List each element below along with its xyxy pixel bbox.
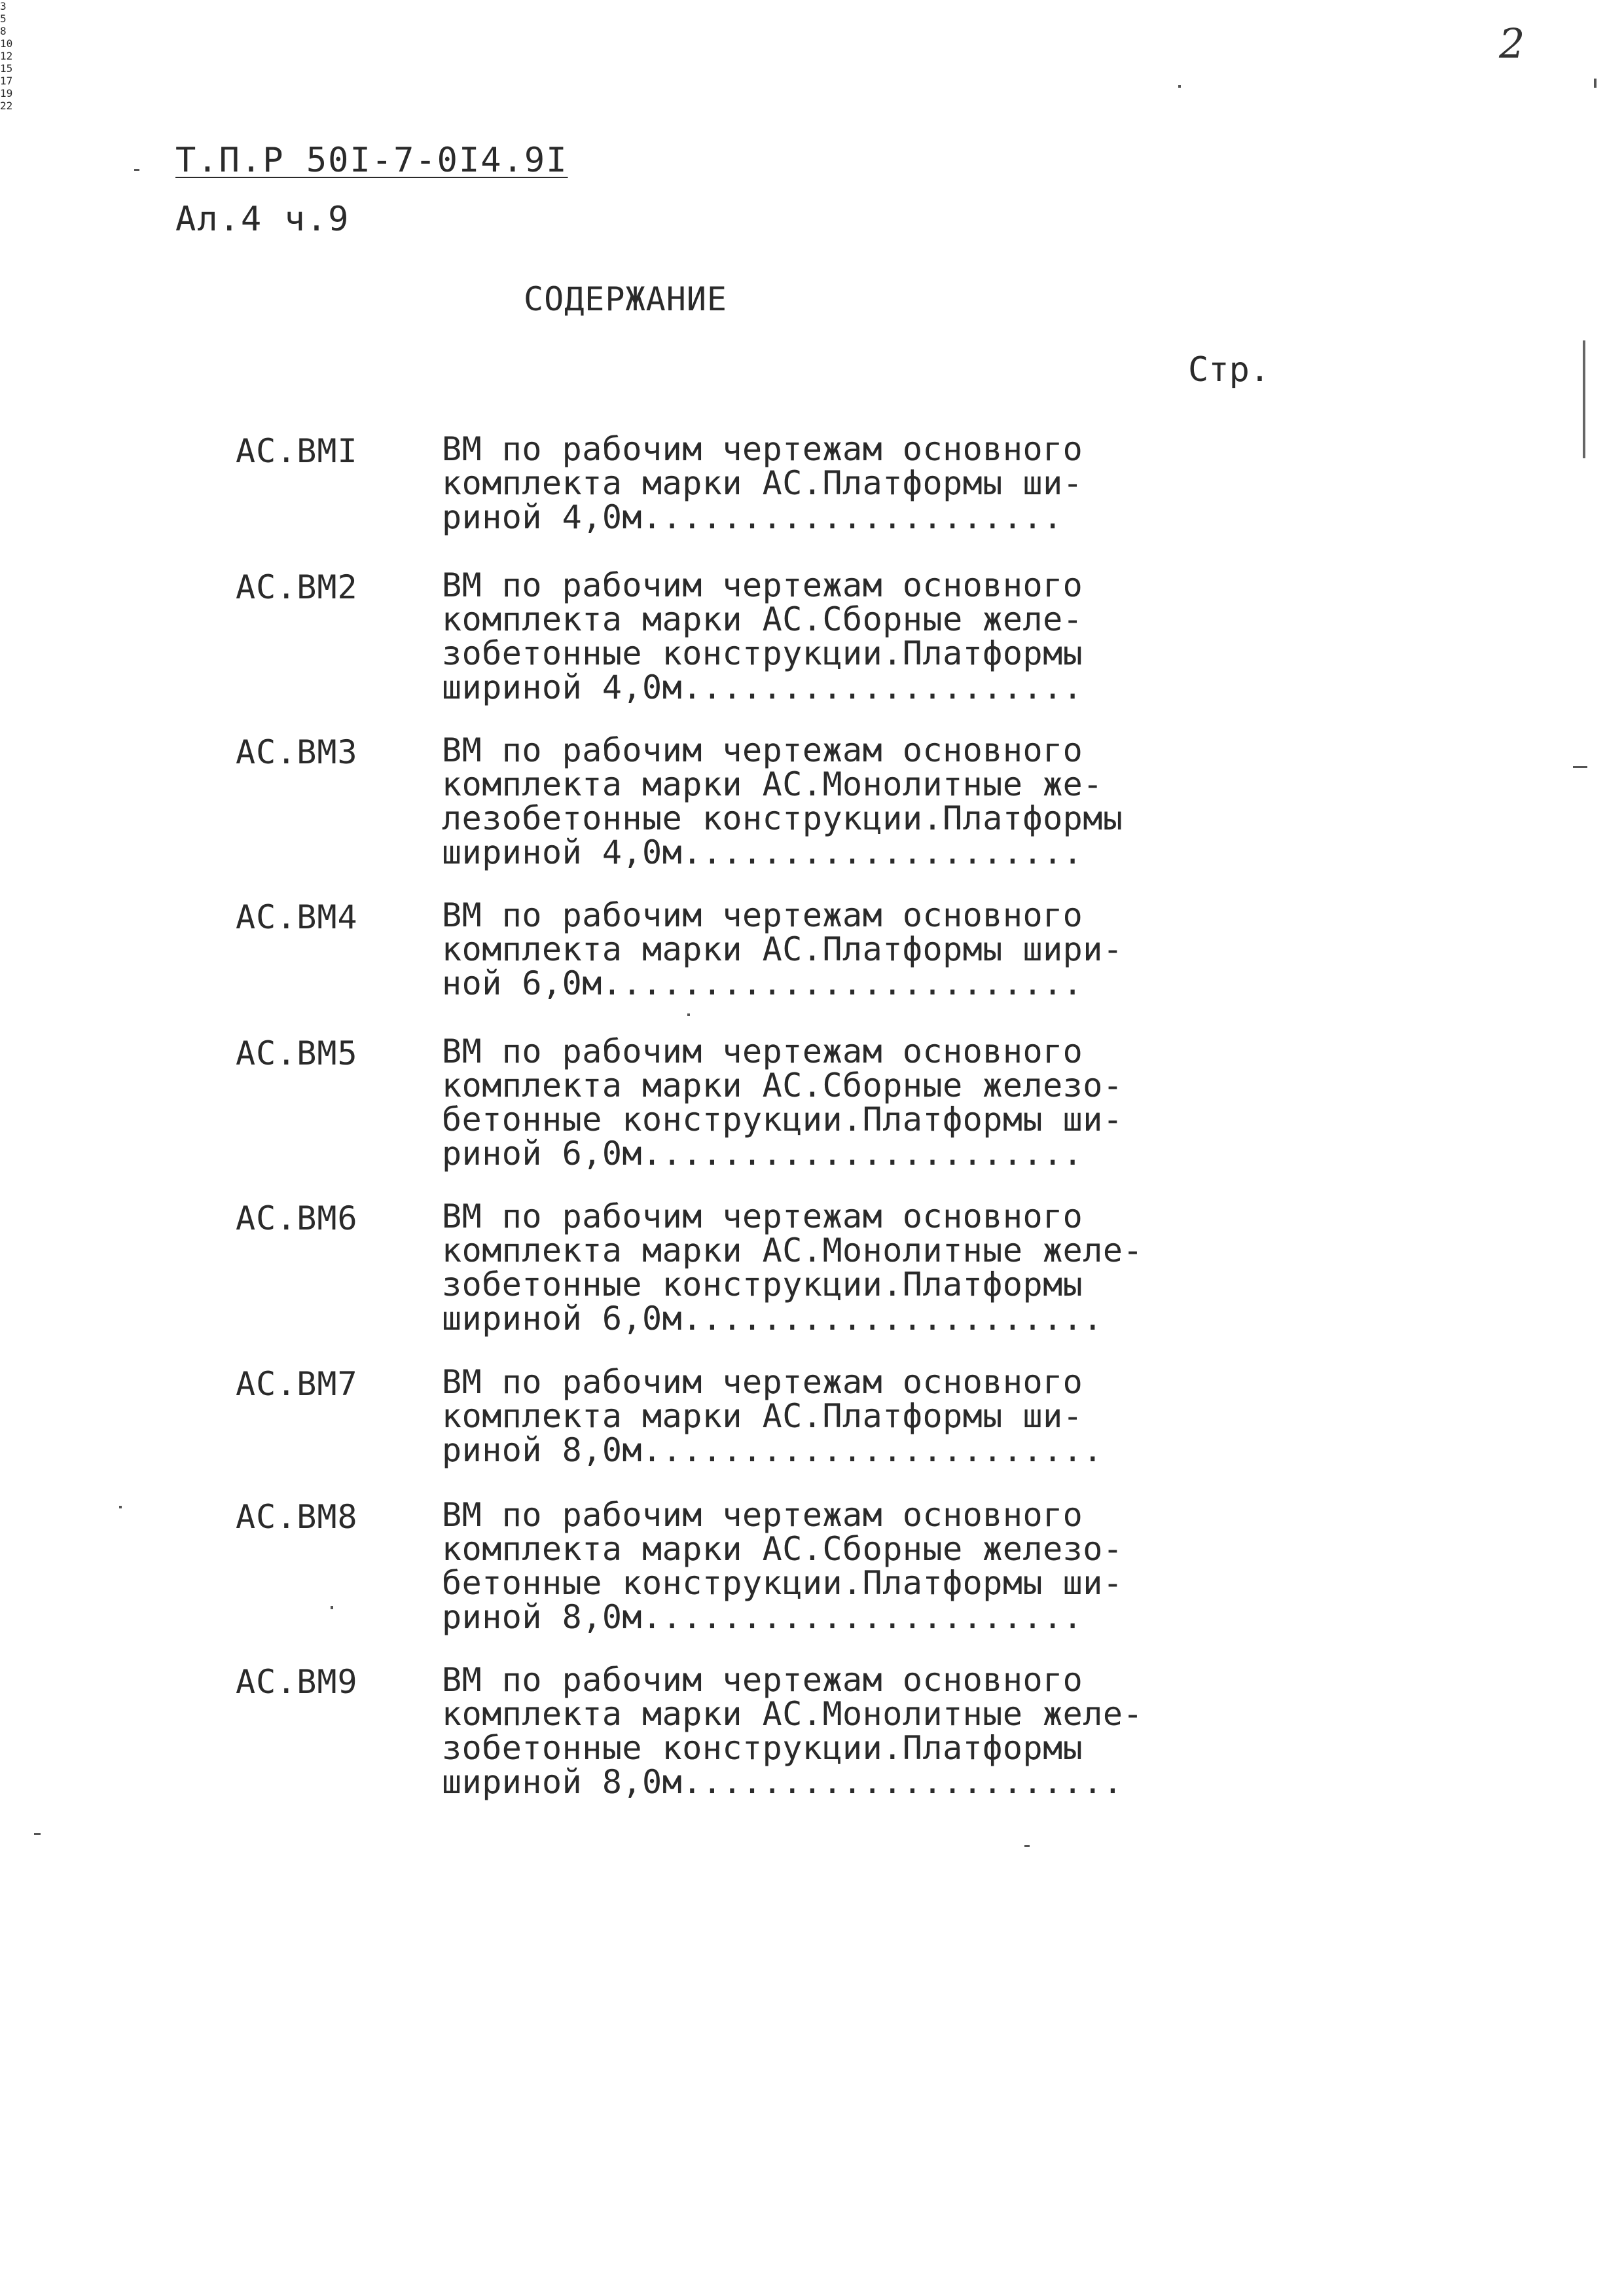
toc-entry-page-number: 22 (0, 100, 13, 112)
toc-entry-description (442, 1365, 1103, 1467)
toc-entry-line: ВМ по рабочим чертежам основного (442, 1661, 1083, 1699)
toc-entry-line: ВМ по рабочим чертежам основного (442, 1496, 1083, 1534)
scan-speck (1594, 79, 1597, 88)
scan-speck (1573, 766, 1587, 768)
toc-entry-page-number: 12 (0, 50, 13, 62)
toc-entry-line: зобетонные конструкции.Платформы (442, 1729, 1083, 1767)
toc-entry-code: АС.ВМ4 (236, 898, 358, 936)
toc-entry-line: комплекта марки АС.Платформы ши- (442, 1397, 1083, 1435)
album-part: Ал.4 ч.9 (175, 200, 350, 239)
toc-entry-page-number: 5 (0, 12, 7, 25)
toc-entry-description (442, 1663, 1143, 1799)
toc-entry-line: комплекта марки АС.Монолитные же- (442, 765, 1103, 803)
document-code: Т.П.Р 50I-7-0I4.9I (175, 141, 568, 180)
toc-entry-line: шириной 6,0м..................... (442, 1300, 1103, 1338)
toc-entry-line: ВМ по рабочим чертежам основного (442, 731, 1083, 769)
toc-entry-code: АС.ВМ9 (236, 1663, 358, 1701)
toc-entry-code: АС.ВМ8 (236, 1498, 358, 1536)
scan-speck (119, 1506, 122, 1508)
toc-entry-line: бетонные конструкции.Платформы ши- (442, 1101, 1123, 1139)
scan-speck (34, 1833, 41, 1835)
scan-speck (1583, 340, 1585, 458)
toc-entry-line: зобетонные конструкции.Платформы (442, 634, 1083, 672)
toc-entry-description (442, 1199, 1143, 1336)
toc-entry-line: лезобетонные конструкции.Платформы (442, 799, 1123, 837)
toc-entry-description (442, 1498, 1123, 1634)
toc-entry-description (442, 733, 1123, 869)
toc-entry-description (442, 1034, 1123, 1171)
toc-entry-line: ВМ по рабочим чертежам основного (442, 1363, 1083, 1401)
page-column-header: Стр. (1188, 350, 1271, 390)
toc-entry-line: комплекта марки АС.Сборные железо- (442, 1066, 1123, 1104)
toc-entry-code: АС.ВМ2 (236, 568, 358, 606)
toc-entry-line: ной 6,0м........................ (442, 964, 1083, 1002)
toc-entry-code: АС.ВМ6 (236, 1199, 358, 1237)
toc-entry-line: шириной 4,0м.................... (442, 668, 1083, 706)
toc-entry-line: комплекта марки АС.Монолитные желе- (442, 1231, 1144, 1269)
toc-entry-description (442, 432, 1083, 534)
toc-entry-page-number: 19 (0, 87, 13, 100)
toc-entry-line: комплекта марки АС.Платформы шири- (442, 930, 1123, 968)
toc-entry-line: комплекта марки АС.Сборные желе- (442, 600, 1083, 638)
scan-speck (1024, 1845, 1030, 1847)
toc-title: СОДЕРЖАНИЕ (524, 280, 728, 318)
toc-entry-line: комплекта марки АС.Сборные железо- (442, 1530, 1123, 1568)
scan-speck (687, 1013, 690, 1016)
toc-entry-code: АС.ВМ3 (236, 733, 358, 771)
scan-speck (1178, 85, 1181, 88)
toc-entry-line: ВМ по рабочим чертежам основного (442, 566, 1083, 604)
toc-entry-line: риной 4,0м..................... (442, 498, 1063, 536)
toc-entry-line: бетонные конструкции.Платформы ши- (442, 1564, 1123, 1602)
toc-entry-page-number: 15 (0, 62, 13, 75)
toc-entry-line: риной 6,0м...................... (442, 1135, 1083, 1173)
scan-speck (134, 169, 139, 171)
toc-entry-line: зобетонные конструкции.Платформы (442, 1266, 1083, 1303)
toc-entry-line: риной 8,0м...................... (442, 1598, 1083, 1636)
sheet-number: 2 (1499, 20, 1525, 67)
toc-entry-line: ВМ по рабочим чертежам основного (442, 430, 1083, 468)
scan-speck (331, 1606, 333, 1609)
toc-entry-code: АС.ВМ5 (236, 1034, 358, 1072)
toc-entry-page-number: 10 (0, 37, 13, 50)
toc-entry-description (442, 568, 1083, 704)
toc-entry-code: АС.ВМI (236, 432, 358, 470)
toc-entry-page-number: 8 (0, 25, 7, 37)
toc-entry-line: комплекта марки АС.Платформы ши- (442, 464, 1083, 502)
toc-entry-line: ВМ по рабочим чертежам основного (442, 1032, 1083, 1070)
toc-entry-page-number: 17 (0, 75, 13, 87)
toc-entry-line: ВМ по рабочим чертежам основного (442, 896, 1083, 934)
toc-entry-description (442, 898, 1123, 1000)
toc-entry-line: шириной 4,0м.................... (442, 833, 1083, 871)
toc-entry-line: риной 8,0м....................... (442, 1431, 1103, 1469)
toc-entry-code: АС.ВМ7 (236, 1365, 358, 1403)
toc-entry-line: комплекта марки АС.Монолитные желе- (442, 1695, 1144, 1733)
toc-entry-line: шириной 8,0м...................... (442, 1763, 1123, 1801)
toc-entry-page-number: 3 (0, 0, 7, 12)
toc-entry-line: ВМ по рабочим чертежам основного (442, 1197, 1083, 1235)
